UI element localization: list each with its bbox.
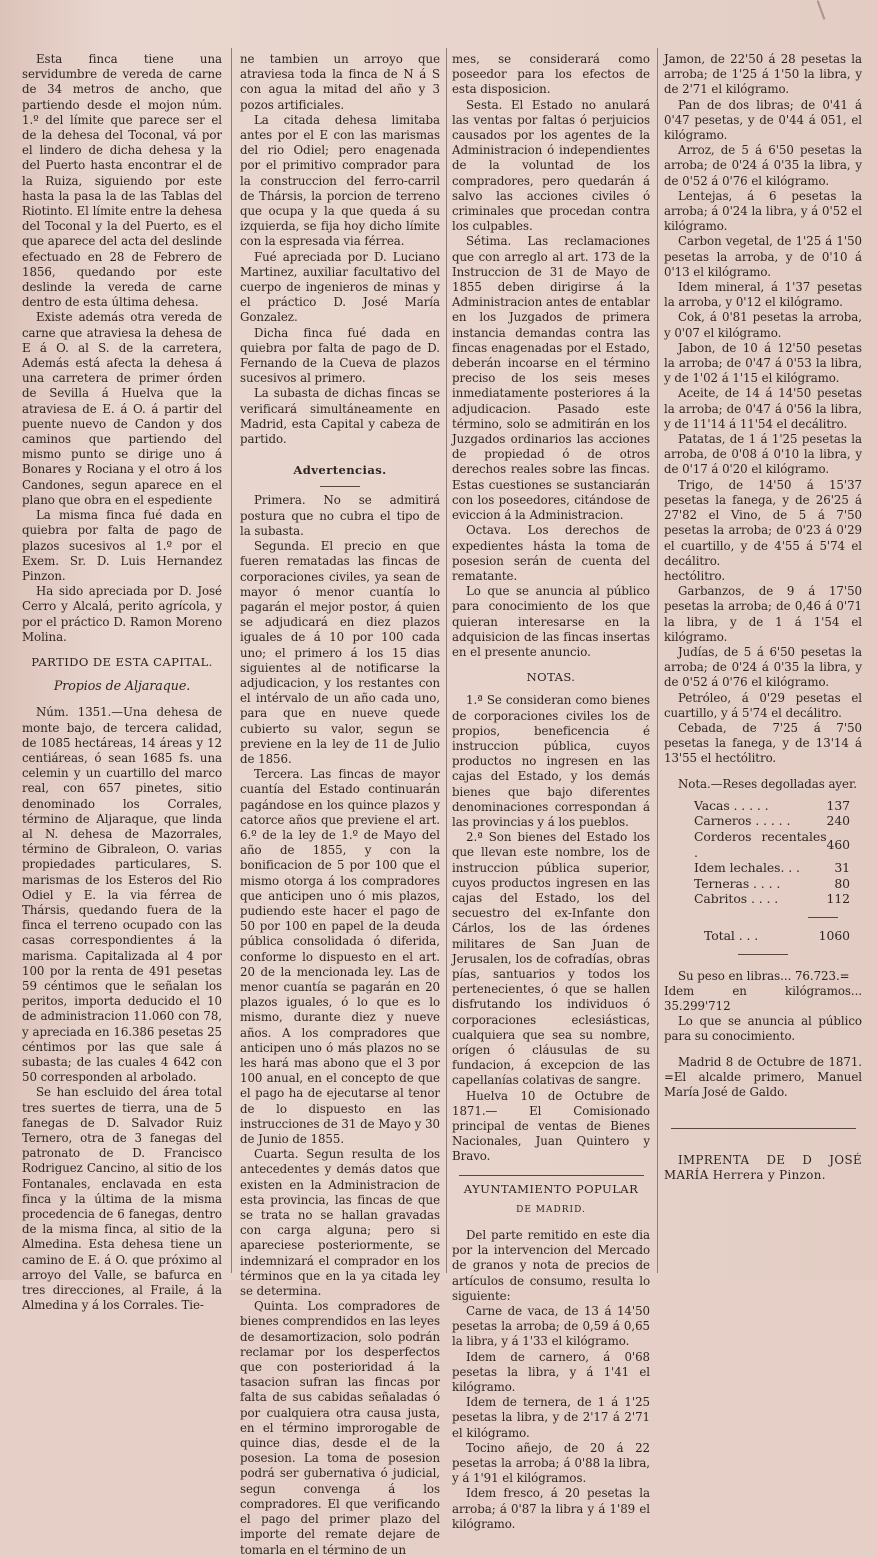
- paragraph: Arroz, de 5 á 6'50 pesetas la arroba; de 0'24 á 0'35 la libra, y de 0'52 á 0'76 el kilógramo.: [664, 143, 862, 188]
- paragraph: Petróleo, á 0'29 pesetas el cuartillo, y á 5'74 el decálitro.: [664, 690, 862, 720]
- paragraph: mes, se considerará como poseedor para los efectos de esta disposicion.: [452, 52, 650, 97]
- paragraph: Carbon vegetal, de 1'25 á 1'50 pesetas la arroba, y de 0'10 á 0'13 el kilógramo.: [664, 234, 862, 279]
- reses-row: [664, 798, 862, 814]
- reses-value: 31: [834, 860, 850, 876]
- paragraph: Lo que se anuncia al público para su conocimiento.: [664, 1014, 862, 1044]
- paragraph: Idem fresco, á 20 pesetas la arroba; á 0'87 la libra y á 1'89 el kilógramo.: [452, 1486, 650, 1531]
- paragraph: hectólitro.: [664, 568, 726, 583]
- divider: [738, 954, 788, 955]
- paragraph: Carne de vaca, de 13 á 14'50 pesetas la arroba; de 0,59 á 0,65 la libra, y á 1'33 el kilógramo.: [452, 1304, 650, 1349]
- total-label: Total . . .: [704, 927, 759, 943]
- paragraph: Idem mineral, á 1'37 pesetas la arroba, y 0'12 el kilógramo.: [664, 280, 862, 310]
- paragraph: Pan de dos libras; de 0'41 á 0'47 pesetas, y de 0'44 á 051, el kilógramo.: [664, 97, 862, 143]
- reses-value: 240: [826, 813, 850, 829]
- column-divider: [231, 48, 232, 1273]
- paragraph: La citada dehesa limitaba antes por el E con las marismas del rio Odiel; pero enagenada por el primitivo comprador para la construccion del ferro-carril de Thársis, la porcion de terreno que ocupa y la que queda á su izquierda, se fija hoy dicho límite con la espresada via férrea.: [240, 112, 440, 249]
- reses-row: [664, 860, 862, 876]
- paragraph: Cuarta. Segun resulta de los antecedentes y demás datos que existen en la Administracion de esta provincia, las fincas de que se trata no se hallan gravadas con carga alguna; pero si apareciese posteriormente, se indemnizará el comprador en los términos que en la ya citada ley se determina.: [240, 1147, 440, 1299]
- column-1: [22, 52, 222, 1313]
- section-subheading: DE MADRID.: [516, 1204, 586, 1215]
- reses-value: 460: [826, 836, 850, 852]
- reses-row: [664, 891, 862, 907]
- paragraph: Idem de ternera, de 1 á 1'25 pesetas la libra, y de 2'17 á 2'71 el kilógramo.: [452, 1395, 650, 1440]
- column-2: [240, 52, 440, 1557]
- section-heading: NOTAS.: [526, 670, 576, 685]
- column-4: [664, 52, 862, 1274]
- paragraph: La subasta de dichas fincas se verificará simultáneamente en Madrid, esta Capital y cabeza de partido.: [240, 386, 440, 447]
- paragraph: Fué apreciada por D. Luciano Martinez, auxiliar facultativo del cuerpo de ingenieros de minas y el práctico D. José María Gonzalez.: [240, 249, 440, 325]
- section-heading: PARTIDO DE ESTA CAPITAL.: [31, 654, 213, 669]
- reses-label: Cabritos . . . .: [694, 891, 779, 907]
- paragraph: Existe además otra vereda de carne que atraviesa la dehesa de E á O. al S. de la carretera, Además está afecta la dehesa á una carretera de primer órden de Sevilla á Huelva que la atraviesa de E. á O. á partir del puente nuevo de Candon y dos caminos que partiendo del mismo punto se dirige uno á Bonares y Rociana y el otro á los Candones, segun aparece en el plano que obra en el espediente: [22, 310, 222, 507]
- paragraph: Cebada, de 7'25 á 7'50 pesetas la fanega, y de 13'14 á 13'55 el hectólitro.: [664, 720, 862, 766]
- paragraph: Quinta. Los compradores de bienes comprendidos en las leyes de desamortizacion, solo podrán reclamar por los desperfectos que con posterioridad á la tasacion sufran las fincas por falta de sus cabidas señaladas ó por cualquiera otra causa justa, en el término improrogable de quince dias, desde el de la posesion. La toma de posesion podrá ser gubernativa ó judicial, segun convenga á los compradores. El que verificando el pago del primer plazo del importe del remate dejare de tomarla en el término de un: [240, 1299, 440, 1557]
- printer-imprint: IMPRENTA DE D JOSÉ MARÍA Herrera y Pinzon.: [664, 1153, 862, 1183]
- paragraph: Se han escluido del área total tres suertes de tierra, una de 5 fanegas de D. Salvador Ruiz Ternero, otra de 3 fanegas del patronato de D. Francisco Rodriguez Cancino, al sitio de los Fontanales, enclavada en esta finca y la última de la misma procedencia de 6 fanegas, dentro de la misma finca, al sitio de la Almedina. Esta dehesa tiene un camino de E. á O. que próximo al arroyo del Valle, se bafurca en tres direcciones, al Fraile, á la Almedina y á los Corrales. Tie-: [22, 1085, 222, 1313]
- paragraph: Jamon, de 22'50 á 28 pesetas la arroba; de 1'25 á 1'50 la libra, y de 2'71 el kilógramo.: [664, 52, 862, 97]
- paragraph: ne tambien un arroyo que atraviesa toda la finca de N á S con agua la mitad del año y 3 pozos artificiales.: [240, 52, 440, 112]
- paragraph: Jabon, de 10 á 12'50 pesetas la arroba; de 0'47 á 0'53 la libra, y de 1'02 á 1'15 el kilógramo.: [664, 340, 862, 386]
- reses-value: 112: [826, 891, 850, 907]
- paragraph: Tercera. Las fincas de mayor cuantía del Estado continuarán pagándose en los quince plazos y catorce años que previene el art. 6.º de la ley de 1.º de Mayo del año de 1855, y con la bonificacion de 5 por 100 que el mismo otorga á los compradores que anticipen uno ó mis plazos, pudiendo este hacer el pago de 50 por 100 en papel de la deuda pública consolidada ó diferida, conforme lo dispuesto en el art. 20 de la mencionada ley. Las de menor cuantía se pagarán en 20 plazos iguales, ó lo que es lo mismo, durante diez y nueve años. A los compradores que anticipen uno ó más plazos no se les hará mas abono que el 3 por 100 anual, en el concepto de que el pago ha de ejecutarse al tenor de lo dispuesto en las instrucciones de 31 de Mayo y 30 de Junio de 1855.: [240, 767, 440, 1147]
- divider: [459, 1175, 644, 1176]
- paragraph: Dicha finca fué dada en quiebra por falta de pago de D. Fernando de la Cueva de plazos sucesivos al primero.: [240, 325, 440, 386]
- column-3: [452, 52, 650, 1531]
- divider: [671, 1128, 856, 1129]
- total-row: [664, 928, 862, 944]
- paragraph: Aceite, de 14 á 14'50 pesetas la arroba; de 0'47 á 0'56 la libra, y de 11'14 á 11'54 el decálitro.: [664, 386, 862, 431]
- paragraph: Patatas, de 1 á 1'25 pesetas la arroba, de 0'08 á 0'10 la libra, y de 0'17 á 0'20 el kilógramo.: [664, 432, 862, 477]
- paragraph: Idem de carnero, á 0'68 pesetas la libra, y á 1'41 el kilógramo.: [452, 1349, 650, 1395]
- paragraph: Octava. Los derechos de expedientes hásta la toma de posesion serán de cuenta del rematante.: [452, 523, 650, 583]
- reses-row: [664, 829, 862, 860]
- divider: [808, 917, 838, 918]
- column-divider: [446, 48, 447, 1273]
- reses-row: [664, 876, 862, 892]
- paragraph: Lo que se anuncia al público para conocimiento de los que quieran interesarse en la adquisicion de las fincas insertas en el presente anuncio.: [452, 584, 650, 659]
- reses-row: [664, 813, 862, 829]
- nota-title: Nota.—Reses degolladas ayer.: [678, 776, 857, 791]
- weight-line: Su peso en libras... 76.723.=: [678, 968, 850, 983]
- paragraph: Segunda. El precio en que fueren rematadas las fincas de corporaciones civiles, ya sean de mayor ó menor cuantía lo pagarán el mejor postor, á quien se adjudicará en diez plazos iguales de á 10 por 100 cada uno; el primero á los 15 dias siguientes al de notificarse la adjudicacion, y los restantes con el intérvalo de un año cada uno, para que en nueve quede cubierto su valor, segun se previene en la ley de 11 de Julio de 1856.: [240, 539, 440, 766]
- reses-label: Terneras . . . .: [694, 875, 781, 891]
- reses-label: Vacas . . . . .: [694, 797, 769, 813]
- paragraph: Cok, á 0'81 pesetas la arroba, y 0'07 el kilógramo.: [664, 310, 862, 340]
- reses-value: 137: [826, 797, 850, 813]
- paragraph: Judías, de 5 á 6'50 pesetas la arroba; de 0'24 á 0'35 la libra, y de 0'52 á 0'76 el kilógramo.: [664, 644, 862, 690]
- weight-line: Idem en kilógramos... 35.299'712: [664, 983, 862, 1013]
- paragraph: 2.ª Son bienes del Estado los que llevan este nombre, los de instruccion pública superior, cuyos productos ingresen en las cajas del Estado, los del secuestro del ex-Infante don Cárlos, los de las órdenes militares de San Juan de Jerusalen, los de cofradías, obras pías, santuarios y todos los pertenecientes, ó que se hallen disfrutando los individuos ó corporaciones eclesiásticas, cualquiera que sea su nombre, orígen ó cláusulas de su fundacion, á excepcion de las capellanías colativas de sangre.: [452, 830, 650, 1088]
- section-subheading: Propios de Aljaraque.: [53, 678, 191, 694]
- paragraph: Garbanzos, de 9 á 17'50 pesetas la arroba; de 0,46 á 0'71 la libra, y de 1 á 1'54 el kilógramo.: [664, 584, 862, 644]
- section-heading: AYUNTAMIENTO POPULAR: [463, 1181, 639, 1196]
- reses-table: [664, 798, 862, 907]
- paragraph: Primera. No se admitirá postura que no cubra el tipo de la subasta.: [240, 493, 440, 538]
- paragraph: Núm. 1351.—Una dehesa de monte bajo, de tercera calidad, de 1085 hectáreas, 14 áreas y 12 centiáreas, ó sean 1685 fs. una celemin y un cuartillo del marco real, con 657 pinetes, sitio denominado los Corrales, término de Aljaraque, que linda al N. dehesa de Mazorrales, término de Gibraleon, O. varias propiedades particulares, S. marismas de los Esteros del Rio Odiel y E. la via férrea de Thársis, quedando fuera de la finca el terreno ocupado con las casas correspondientes á la marisma. Capitalizada al 4 por 100 por la renta de 491 pesetas 59 céntimos que le señalan los peritos, importa deducido el 10 de administracion 11.060 con 78, y apreciada en 16.386 pesetas 25 céntimos por las que sale á subasta; de las cuales 4 642 con 50 corresponden al arbolado.: [22, 705, 222, 1085]
- column-divider: [657, 48, 658, 1273]
- paragraph: Ha sido apreciada por D. José Cerro y Alcalá, perito agrícola, y por el práctico D. Ramon Moreno Molina.: [22, 584, 222, 644]
- page-edge-mark: [817, 0, 826, 19]
- reses-label: Idem lechales. . .: [694, 860, 800, 876]
- paragraph: Trigo, de 14'50 á 15'37 pesetas la fanega, y de 26'25 á 27'82 el Vino, de 5 á 7'50 pesetas la arroba; de 0'23 á 0'29 el cuartillo, y de 4'55 á 5'74 el decálitro.: [664, 477, 862, 568]
- paragraph: Sétima. Las reclamaciones que con arreglo al art. 173 de la Instruccion de 31 de Mayo de 1855 deben dirigirse á la Administracion antes de entablar en los Juzgados de primera instancia demandas contra las fincas enagenadas por el Estado, deberán incoarse en el término preciso de los seis meses inmediatamente posteriores á la adjudicacion. Pasado este término, solo se admitirán en los Juzgados ordinarios las acciones de propiedad ó de otros derechos reales sobre las fincas. Estas cuestiones se sustanciarán con los poseedores, citándose de eviccion á la Administracion.: [452, 234, 650, 523]
- paragraph: Huelva 10 de Octubre de 1871.— El Comisionado principal de ventas de Bienes Nacionales, Juan Quintero y Bravo.: [452, 1088, 650, 1164]
- reses-value: 80: [834, 875, 850, 891]
- paragraph: Lentejas, á 6 pesetas la arroba; á 0'24 la libra, y á 0'52 el kilógramo.: [664, 188, 862, 234]
- signature: Madrid 8 de Octubre de 1871. =El alcalde primero, Manuel María José de Galdo.: [664, 1054, 862, 1099]
- paragraph: La misma finca fué dada en quiebra por falta de pago de plazos sucesivos al 1.º por el Exem. Sr. D. Luis Hernandez Pinzon.: [22, 508, 222, 583]
- paragraph: Sesta. El Estado no anulará las ventas por faltas ó perjuicios causados por los agentes de la Administracion ó independientes de la voluntad de los compradores, pero quedarán á salvo las acciones civiles ó criminales que procedan contra los culpables.: [452, 97, 650, 234]
- reses-label: Corderos recentales .: [694, 828, 827, 860]
- paragraph: 1.ª Se consideran como bienes de corporaciones civiles los de propios, beneficencia é instruccion pública, cuyos productos no ingresen en las cajas del Estado, y los demás bienes que bajo diferentes denominaciones correspondan á las provincias y á los pueblos.: [452, 693, 650, 829]
- paragraph: Del parte remitido en este dia por la intervencion del Mercado de granos y nota de precios de artículos de consumo, resulta lo siguiente:: [452, 1228, 650, 1303]
- total-value: 1060: [818, 927, 850, 943]
- paragraph: Esta finca tiene una servidumbre de vereda de carne de 34 metros de ancho, que partiendo desde el mojon núm. 1.º del límite que parece ser el de la dehesa del Toconal, vá por el lindero de dicha dehesa y la del Puerto hasta encontrar el de la Ruiza, siguiendo por este hasta la pasa la de las Tablas del Riotinto. El límite entre la dehesa del Toconal y la del Puerto, es el que aparece del acta del deslinde efectuado en 28 de Febrero de 1856, quedando por este deslinde la vereda de carne dentro de esta última dehesa.: [22, 52, 222, 310]
- paragraph: Tocino añejo, de 20 á 22 pesetas la arroba; á 0'88 la libra, y á 1'91 el kilógramos.: [452, 1440, 650, 1486]
- divider: [320, 486, 360, 487]
- reses-label: Carneros . . . . .: [694, 813, 791, 829]
- section-heading: Advertencias.: [293, 463, 387, 478]
